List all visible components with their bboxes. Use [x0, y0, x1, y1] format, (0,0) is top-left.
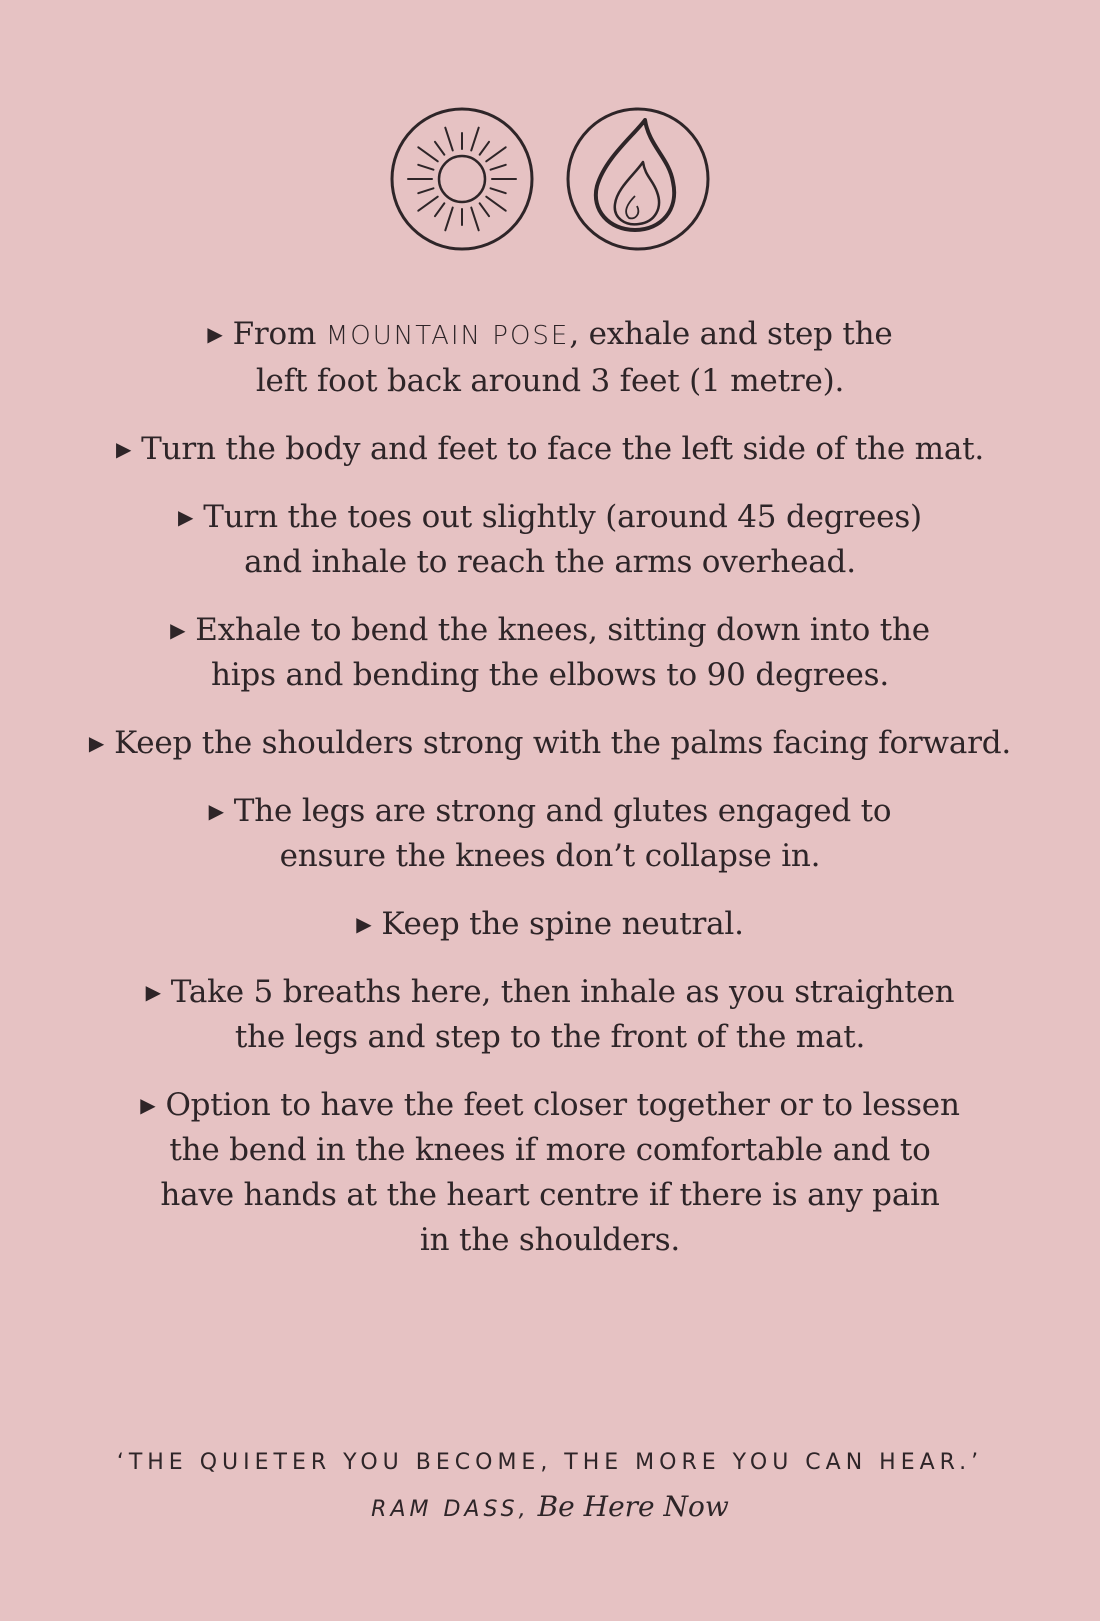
instruction-line: hips and bending the elbows to 90 degrees. [210, 657, 890, 693]
triangle-bullet-icon: ▶ [145, 980, 161, 1004]
instruction-line: Keep the shoulders strong with the palms facing forward. [114, 725, 1012, 761]
instruction-line: have hands at the heart centre if there is any pain [160, 1177, 940, 1213]
sun-ray [445, 128, 452, 151]
instruction-line: Option to have the feet closer together or to lessen [165, 1087, 960, 1123]
instruction-line: Exhale to bend the knees, sitting down into the [195, 612, 930, 648]
instruction-line: Turn the body and feet to face the left side of the mat. [141, 431, 985, 467]
instruction-item [40, 1083, 1060, 1263]
sun-ray [480, 142, 489, 155]
instruction-item [40, 721, 1060, 766]
sun-ray [471, 208, 478, 231]
instruction-line: in the shoulders. [419, 1222, 681, 1258]
instruction-item [40, 495, 1060, 585]
instruction-line: left foot back around 3 feet (1 metre). [255, 363, 845, 399]
triangle-bullet-icon: ▶ [356, 912, 372, 936]
sun-ray [435, 203, 444, 216]
instruction-item [40, 902, 1060, 947]
instruction-item [40, 427, 1060, 472]
sun-ray [491, 165, 506, 170]
quote-author: RAM DASS, [371, 1497, 530, 1522]
sun-ray [418, 197, 437, 211]
instruction-text: From [232, 316, 326, 352]
sun-ray [418, 165, 433, 170]
sun-ray [486, 197, 505, 211]
instruction-line: the legs and step to the front of the mat. [234, 1019, 866, 1055]
triangle-bullet-icon: ▶ [88, 731, 105, 755]
instruction-item [40, 970, 1060, 1060]
sun-ray [418, 147, 437, 161]
triangle-bullet-icon: ▶ [140, 1093, 156, 1117]
instruction-list [40, 312, 1060, 1286]
sun-ray [435, 142, 444, 155]
sun-ray [480, 203, 489, 216]
instruction-item [40, 789, 1060, 879]
instruction-item [40, 312, 1060, 404]
quote-text: ‘THE QUIETER YOU BECOME, THE MORE YOU CAN HEAR.’ [116, 1450, 984, 1475]
quote-attribution [0, 1490, 1100, 1523]
instruction-line: Take 5 breaths here, then inhale as you straighten [170, 974, 955, 1010]
instruction-line: and inhale to reach the arms overhead. [244, 544, 856, 580]
triangle-bullet-icon: ▶ [207, 322, 223, 346]
pose-name: MOUNTAIN POSE [325, 321, 570, 351]
instruction-line: the bend in the knees if more comfortable and to [169, 1132, 931, 1168]
triangle-bullet-icon: ▶ [208, 799, 224, 823]
triangle-bullet-icon: ▶ [170, 618, 186, 642]
sun-ray [418, 188, 433, 193]
instruction-text: , exhale and step the [569, 316, 893, 352]
sun-ray [471, 128, 478, 151]
triangle-bullet-icon: ▶ [178, 505, 194, 529]
quote-book: Be Here Now [537, 1490, 729, 1523]
sun-icon [389, 106, 535, 252]
instruction-line: Keep the spine neutral. [381, 906, 744, 942]
instruction-line: Turn the toes out slightly (around 45 degrees) [203, 499, 922, 535]
instruction-line: ensure the knees don’t collapse in. [279, 838, 821, 874]
instruction-line [233, 316, 893, 352]
instruction-line: The legs are strong and glutes engaged to [233, 793, 892, 829]
icon-row [0, 106, 1100, 252]
sun-ray [445, 208, 452, 231]
triangle-bullet-icon: ▶ [115, 437, 132, 461]
flame-icon [565, 106, 711, 252]
sun-ray [491, 188, 506, 193]
sun-ray [486, 147, 505, 161]
instruction-item [40, 608, 1060, 698]
